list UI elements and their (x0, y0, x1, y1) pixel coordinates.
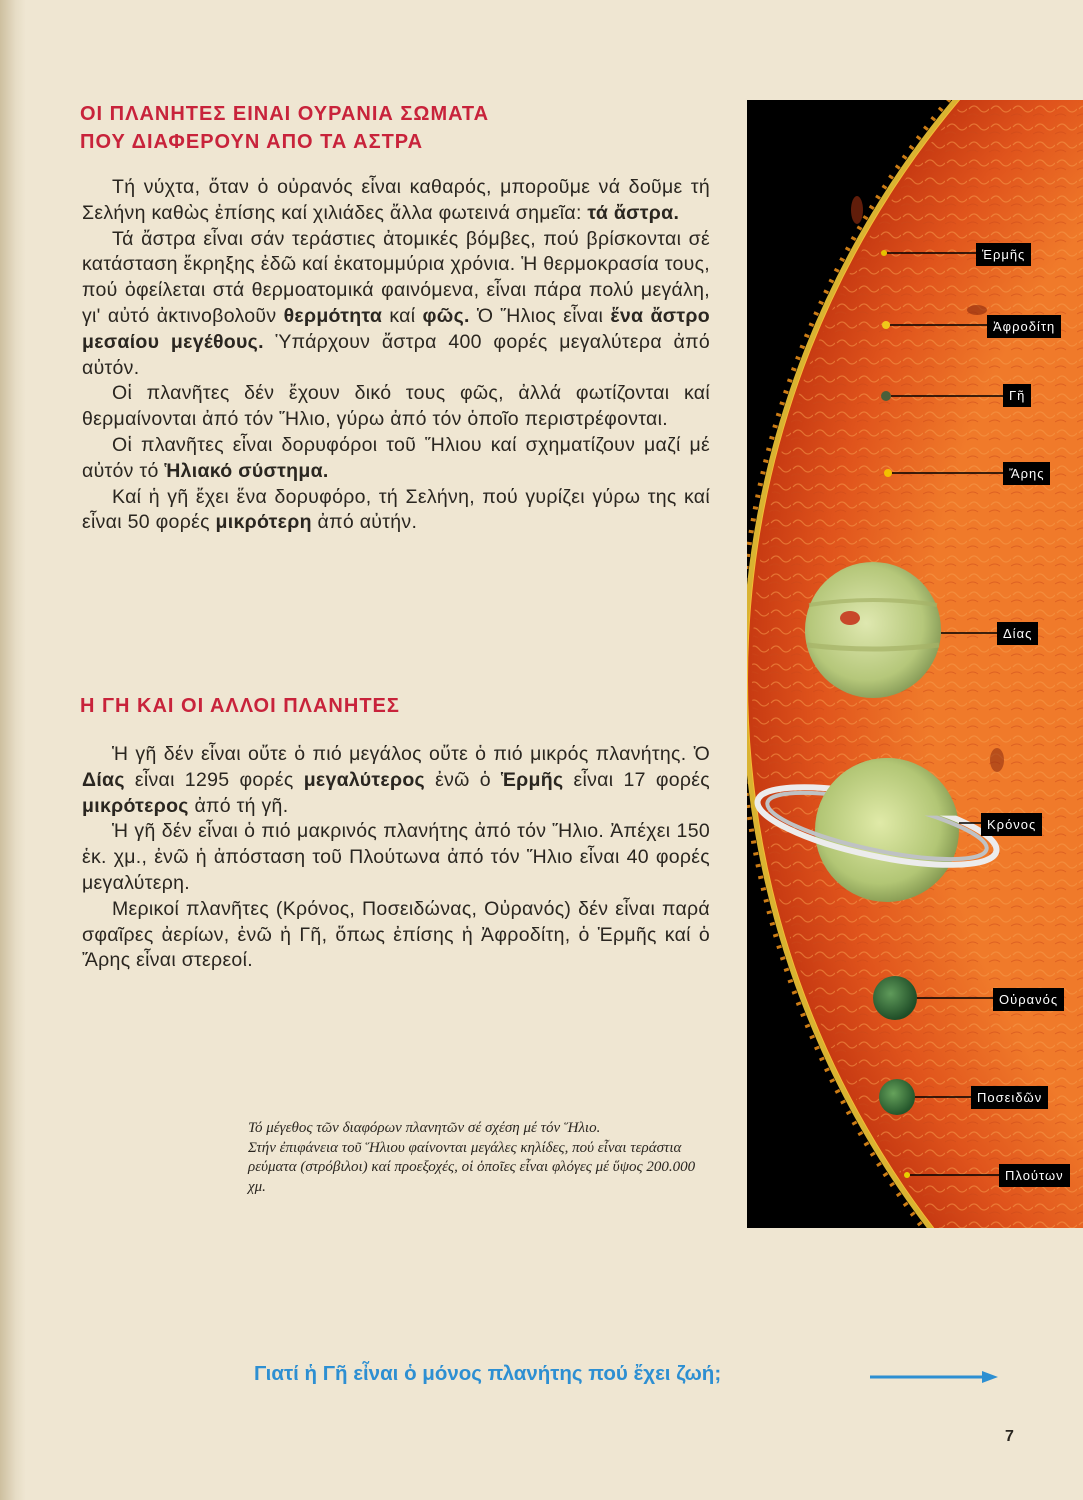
paragraph: Ἡ γῆ δέν εἶναι ὁ πιό μακρινός πλανήτης ἀπό τόν Ἥλιο. Ἀπέχει 150 ἑκ. χμ., ἐνῶ ἡ ἀπόσταση τοῦ Πλούτωνα ἀπό τόν Ἥλιο εἶναι 40 φορές μεγαλύτερη. (82, 820, 710, 894)
mars (884, 469, 892, 477)
planet-label-mars: Ἄρης (1003, 462, 1050, 485)
caption-line: Στήν ἐπιφάνεια τοῦ Ἥλιου φαίνονται μεγάλες κηλίδες, πού εἶναι τεράστια ρεύματα (στρόβιλοι) καί προεξοχές, οἱ ὁποῖες εἶναι φλόγες μέ ὕψος 200.000 χμ. (248, 1139, 696, 1195)
jupiter (805, 562, 941, 698)
paragraph: Τά ἄστρα εἶναι σάν τεράστιες ἀτομικές βόμβες, πού βρίσκονται σέ κατάσταση ἔκρηξης ἐδῶ καί ἑκατομμύρια χρόνια. Ἡ θερμοκρασία τους, πού ὀφείλεται στά θερμοατομικά φαινόμενα, εἶναι πάρα πολύ μεγάλη, γι' αὐτό ἀκτινοβολοῦν θερμότητα καί φῶς. Ὁ Ἥλιος εἶναι ἕνα ἄστρο μεσαίου μεγέθους. Ὑπάρχουν ἄστρα 400 φορές μεγαλύτερα ἀπό αὐτόν. (82, 227, 711, 379)
pluto (904, 1172, 910, 1178)
solar-system-figure (747, 100, 1083, 1228)
planet-label-saturn: Κρόνος (981, 813, 1042, 836)
sunspot (990, 748, 1004, 772)
planet-label-venus: Ἀφροδίτη (987, 315, 1061, 338)
neptune (879, 1079, 915, 1115)
section-body-planets-stars (82, 175, 710, 536)
earth (881, 391, 891, 401)
planet-label-pluto: Πλούτων (999, 1164, 1070, 1187)
uranus (873, 976, 917, 1020)
planet-label-earth: Γῆ (1003, 384, 1031, 407)
section-title-earth-planets: Η ΓΗ ΚΑΙ ΟΙ ΑΛΛΟΙ ΠΛΑΝΗΤΕΣ (80, 695, 400, 717)
sun-planets-illustration (747, 100, 1083, 1228)
paragraph: Μερικοί πλανῆτες (Κρόνος, Ποσειδώνας, Οὐρανός) δέν εἶναι παρά σφαῖρες ἀερίων, ἐνῶ ἡ Γῆ, ὅπως ἐπίσης ἡ Ἀφροδίτη, ὁ Ἑρμῆς καί ὁ Ἄρης εἶναι στερεοί. (82, 897, 710, 972)
paragraph: Οἱ πλανῆτες εἶναι δορυφόροι τοῦ Ἥλιου καί σχηματίζουν μαζί μέ αὐτόν τό Ἡλιακό σύστημα. (82, 433, 710, 482)
planet-label-mercury: Ἑρμῆς (976, 243, 1031, 266)
caption-line: Τό μέγεθος τῶν διαφόρων πλανητῶν σέ σχέση μέ τόν Ἥλιο. (248, 1120, 601, 1136)
sunspot (851, 196, 863, 224)
paragraph: Οἱ πλανῆτες δέν ἔχουν δικό τους φῶς, ἀλλά φωτίζονται καί θερμαίνονται ἀπό τόν Ἥλιο, γύρω ἀπό τόν ὁποῖο περιστρέφονται. (82, 382, 710, 431)
venus (882, 321, 890, 329)
planet-label-neptune: Ποσειδῶν (971, 1086, 1048, 1109)
paragraph: Ἡ γῆ δέν εἶναι οὔτε ὁ πιό μεγάλος οὔτε ὁ πιό μικρός πλανήτης. Ὁ Δίας εἶναι 1295 φορές μεγαλύτερος ἐνῶ ὁ Ἑρμῆς εἶναι 17 φορές μικρότερος ἀπό τή γῆ. (82, 743, 710, 817)
arrow-right-icon (870, 1369, 1000, 1385)
page-number: 7 (1005, 1428, 1014, 1445)
paragraph: Καί ἡ γῆ ἔχει ἕνα δορυφόρο, τή Σελήνη, πού γυρίζει γύρω της καί εἶναι 50 φορές μικρότερη ἀπό αὐτήν. (82, 485, 710, 534)
mercury (881, 250, 887, 256)
sunspot (967, 305, 987, 315)
planet-label-uranus: Οὐρανός (993, 988, 1064, 1011)
section-title-planets-stars: ΟΙ ΠΛΑΝΗΤΕΣ ΕΙΝΑΙ ΟΥΡΑΝΙΑ ΣΩΜΑΤΑ ΠΟΥ ΔΙΑΦΕΡΟΥΝ ΑΠΟ ΤΑ ΑΣΤΡΑ (80, 103, 490, 153)
section-body-earth-planets (82, 742, 710, 974)
question-prompt: Γιατί ἡ Γῆ εἶναι ὁ μόνος πλανήτης πού ἔχει ζωή; (254, 1362, 722, 1385)
figure-caption (248, 1119, 710, 1197)
planet-label-jupiter: Δίας (997, 622, 1038, 645)
paragraph: Τή νύχτα, ὅταν ὁ οὐρανός εἶναι καθαρός, μποροῦμε νά δοῦμε τή Σελήνη καθὼς ἐπίσης καί χιλιάδες ἄλλα φωτεινά σημεῖα: τά ἄστρα. (82, 176, 710, 224)
page-binding-edge (0, 0, 26, 1500)
